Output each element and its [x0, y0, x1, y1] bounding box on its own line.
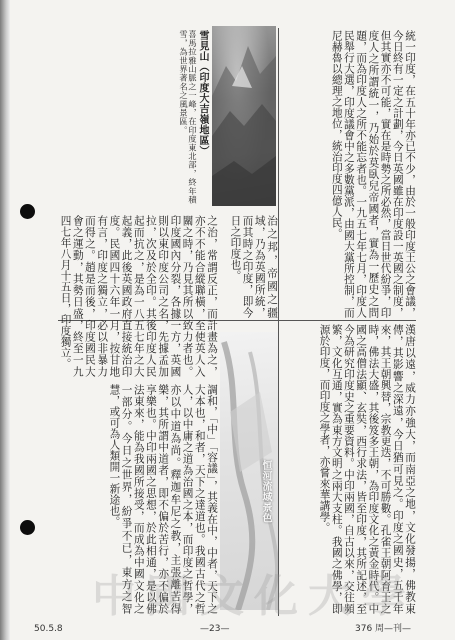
library-watermark: 中國文化大學: [92, 571, 416, 622]
photo-top-note: 喜馬拉雅山脈之一峰，在印度東北部，終年積雪，為世界著名之風景區。: [179, 30, 198, 204]
article-column-top-middle: 治之邦，帝國之疆域，乃為英國所統，而其時之印度，即今日之印度也。: [229, 215, 278, 318]
photo-top-caption: 雪見山（印度大吉嶺地區）: [197, 30, 208, 156]
footer-page-number: —23—: [200, 624, 230, 634]
footer-issue: 376 周—刊—: [355, 624, 412, 634]
article-column-bottom-right: 漢唐以遠，威力亦強大，而南亞之地，文化發揚，佛教東傳，其影響之深遠，今日猶可見之。印度之國史，五千年來，其王朝興替，宗教更迭，不可勝數。孔雀王朝阿育王之時，佛法大盛，其後笈多王朝，為印度文化之黃金時代。中國之高僧法顯、玄奘，西行求法，皆至印度，其所記述，至今為研究印度史之重要資料。中印兩國，自古以來，交往頻繁，文化互通，實為東方文明之兩大支柱。我國之佛學，即源於印度，而印度之學者，亦嘗來華講學。: [318, 324, 416, 614]
photo-himalaya: [212, 26, 276, 206]
article-column-top-right: 統一印度，在五十年亦已不少，由於一般印度王公之會議，今日終有一定之計劃，今日英國雖在印度設一英國之制度，但其實亦不可能，實在是時勢之所必然，當日世代紛爭，印度人之所謂統一，乃始於莫臥兒帝國者，實為一歷史之問題，而為印度人之所不能忘者也。一九五七年七月，印度人民舉行大選，印度議會中之多數黨派，由國大黨所控制，而尼赫魯以總理之地位，統治印度四億人民。: [330, 30, 416, 318]
photo-bottom-caption: 恒河流域景色: [260, 460, 271, 523]
column-divider: [278, 28, 279, 616]
footer-date: 50.5.8: [34, 624, 63, 634]
article-column-bottom-left: 調和，「中」「容議」，其義在中，中者，天下之大本也，和者，天下之達道也。我國古代之哲人，以中庸之道為治國之本，而印度之哲學，亦以中道為尚。釋迦牟尼之教，主張離苦得樂，其所謂中道者，即不偏於苦行，亦不偏於享樂也。中印兩國之思想，於此相通，是以佛法東來，能為我國所接受，而成為中國文化之一部分。今日之世界，紛爭不已，東方之智慧，或可為人類開一新途也。: [108, 384, 218, 614]
scan-edge: [0, 0, 10, 640]
mountain-illustration: [212, 26, 276, 206]
binder-hole-bottom: [20, 520, 35, 535]
article-column-middle-left: 之治，常謂反正，而計畫為之，亦不不能合縱聯橫，至使英人入關之時，乃見其所以致力者也。印度國內分裂，各據一方，英國則以東印度公司之名，先據孟加拉，次及於全印。其後印度人民起而抗之，是為一八五七年之大起義，此後英國政府直接統治印度。民國四十六年一月，按甘地有言，印度之獨立，必以非暴力而得之。趙是而後，印度國民大會之運動，其勢日盛，終至一九四七年八月十五日，印度獨立。: [59, 215, 218, 377]
binder-hole-top: [20, 204, 35, 219]
